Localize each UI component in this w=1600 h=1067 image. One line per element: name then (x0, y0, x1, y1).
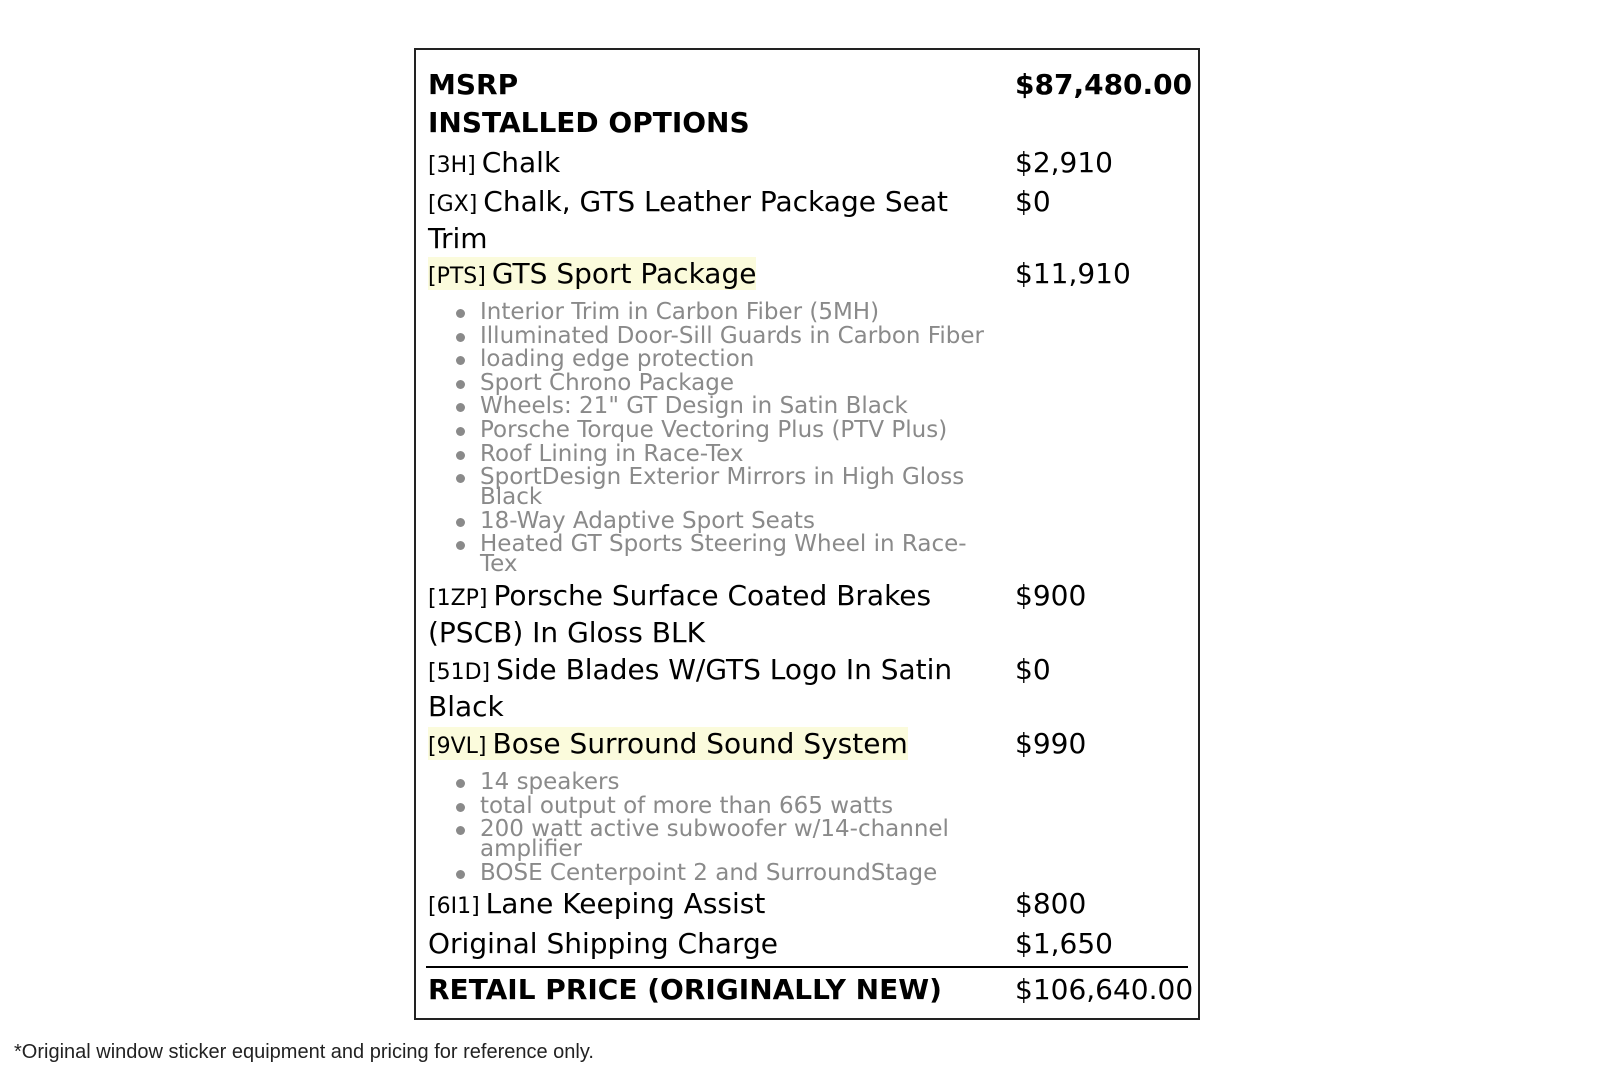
option-highlight (428, 257, 756, 290)
total-label: RETAIL PRICE (ORIGINALLY NEW) (428, 973, 942, 1006)
option-name: Bose Surround Sound System (492, 727, 908, 760)
window-sticker (414, 48, 1200, 1020)
option-code: [1ZP] (428, 586, 488, 611)
feature-item: total output of more than 665 watts (454, 796, 994, 816)
option-name: Side Blades W/GTS Logo In Satin Black (428, 653, 953, 723)
option-description (428, 887, 988, 924)
option-price: $2,910 (1015, 146, 1113, 179)
option-description (428, 146, 988, 183)
option-name: Chalk, GTS Leather Package Seat Trim (428, 185, 948, 255)
feature-list (454, 299, 994, 578)
options-heading: INSTALLED OPTIONS (428, 106, 750, 139)
feature-item: Sport Chrono Package (454, 373, 994, 393)
option-description (428, 653, 988, 724)
feature-item: 200 watt active subwoofer w/14-channel amplifier (454, 819, 994, 859)
option-name: Lane Keeping Assist (485, 887, 766, 920)
feature-item: 18-Way Adaptive Sport Seats (454, 511, 994, 531)
shipping-label: Original Shipping Charge (428, 927, 778, 960)
msrp-label: MSRP (428, 68, 519, 101)
feature-item: Porsche Torque Vectoring Plus (PTV Plus) (454, 420, 994, 440)
option-price: $0 (1015, 185, 1051, 218)
option-code: [GX] (428, 192, 478, 217)
option-code: [51D] (428, 660, 491, 685)
option-name: Porsche Surface Coated Brakes (PSCB) In Gloss BLK (428, 579, 932, 649)
total-price: $106,640.00 (1015, 973, 1194, 1006)
shipping-price: $1,650 (1015, 927, 1113, 960)
option-code: [9VL] (428, 734, 487, 759)
option-price: $11,910 (1015, 257, 1131, 290)
option-description (428, 727, 988, 764)
option-price: $0 (1015, 653, 1051, 686)
option-description (428, 257, 988, 294)
option-name: Chalk (481, 146, 561, 179)
option-highlight (428, 727, 908, 760)
total-divider (426, 966, 1188, 968)
feature-item: 14 speakers (454, 772, 994, 792)
option-price: $900 (1015, 579, 1087, 612)
option-name: GTS Sport Package (491, 257, 757, 290)
feature-item: Wheels: 21" GT Design in Satin Black (454, 396, 994, 416)
feature-item: BOSE Centerpoint 2 and SurroundStage (454, 863, 994, 883)
feature-item: Heated GT Sports Steering Wheel in Race-Tex (454, 534, 994, 574)
feature-item: Interior Trim in Carbon Fiber (5MH) (454, 302, 994, 322)
option-description (428, 579, 988, 650)
option-price: $990 (1015, 727, 1087, 760)
option-price: $800 (1015, 887, 1087, 920)
feature-list (454, 769, 994, 886)
option-code: [6I1] (428, 894, 480, 919)
feature-item: loading edge protection (454, 349, 994, 369)
option-code: [PTS] (428, 264, 486, 289)
feature-item: Illuminated Door-Sill Guards in Carbon Fiber (454, 326, 994, 346)
feature-item: SportDesign Exterior Mirrors in High Gloss Black (454, 467, 994, 507)
msrp-price: $87,480.00 (1015, 68, 1193, 101)
option-description (428, 185, 988, 256)
footnote: *Original window sticker equipment and pricing for reference only. (14, 1041, 594, 1063)
feature-item: Roof Lining in Race-Tex (454, 444, 994, 464)
option-code: [3H] (428, 153, 476, 178)
